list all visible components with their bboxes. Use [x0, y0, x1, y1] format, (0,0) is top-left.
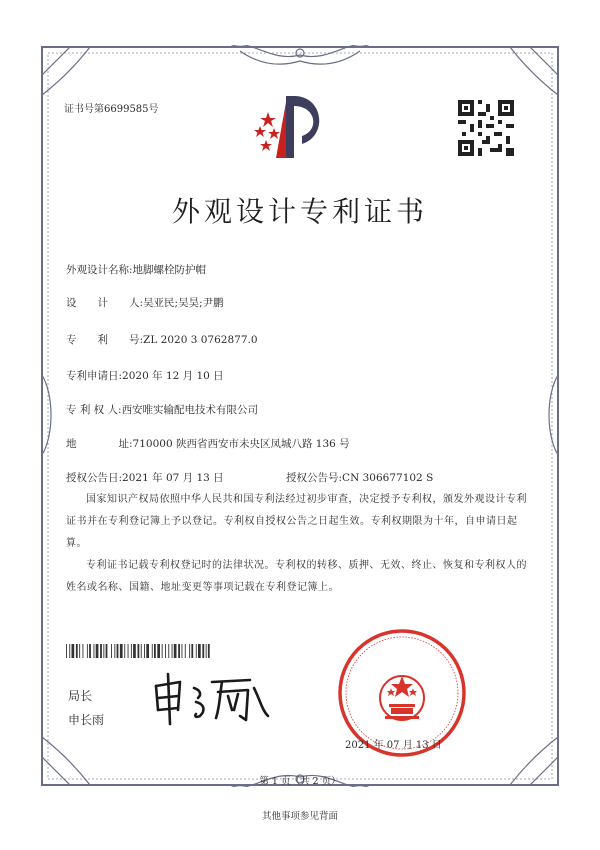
- design-name-label: 外观设计名称:: [66, 264, 133, 276]
- patentee-value: 西安唯实输配电技术有限公司: [121, 404, 259, 416]
- grant-date-label: 授权公告日:: [66, 472, 123, 484]
- certificate-title: 外观设计专利证书: [171, 195, 428, 228]
- design-name-value: 地脚螺栓防护帽: [132, 264, 207, 276]
- certificate-number: [64, 100, 159, 115]
- certificate-number-value: 6699585: [104, 104, 149, 115]
- field-patentee: [66, 402, 258, 417]
- filing-date-label: 专利申请日:: [66, 370, 123, 382]
- barcode-icon: [66, 644, 211, 658]
- body-paragraph-1: 国家知识产权局依照中华人民共和国专利法经过初步审查，决定授予专利权，颁发外观设计专利证书并在专利登记簿上予以登记。专利权自授权公告之日起生效。专利权期限为十年，自申请日起算。: [66, 494, 527, 549]
- director-name: 申长雨: [68, 713, 105, 727]
- field-design-name: [66, 262, 206, 277]
- cnipa-logo-icon: [246, 92, 326, 164]
- field-grant-date: [66, 470, 224, 485]
- patent-number-value: ZL 2020 3 0762877.0: [143, 334, 258, 346]
- grant-date-value: 2021 年 07 月 13 日: [122, 472, 224, 484]
- page-indicator: 第 1 页（共 2 页）: [259, 776, 341, 787]
- seal-date: 2021 年 07 月 13 日: [345, 740, 442, 751]
- designer-label: 设 计 人:: [66, 297, 144, 309]
- handwritten-signature-icon: [150, 670, 280, 728]
- grant-number-value: CN 306677102 S: [342, 472, 434, 484]
- certificate-number-label: 证书号第: [64, 104, 104, 115]
- grant-number-label: 授权公告号:: [286, 472, 343, 484]
- patentee-label: 专 利 权 人:: [66, 404, 122, 416]
- address-label: 地 址:: [66, 438, 133, 450]
- filing-date-value: 2020 年 12 月 10 日: [122, 370, 224, 382]
- footer-note: 其他事项参见背面: [261, 811, 338, 822]
- field-designer: [66, 295, 224, 310]
- address-value: 710000 陕西省西安市未央区凤城八路 136 号: [132, 438, 350, 450]
- designer-value: 吴亚民;吴昊;尹鹏: [143, 297, 224, 309]
- director-title: 局长: [68, 689, 93, 703]
- body-paragraph-2: 专利证书记载专利权登记时的法律状况。专利权的转移、质押、无效、终止、恢复和专利权人的姓名或名称、国籍、地址变更等事项记载在专利登记簿上。: [66, 560, 527, 593]
- field-patent-number: [66, 332, 258, 347]
- field-filing-date: [66, 368, 224, 383]
- patent-number-label: 专 利 号:: [66, 334, 144, 346]
- qr-code-icon: [458, 100, 514, 156]
- certificate-number-suffix: 号: [148, 104, 159, 115]
- field-grant-number: [286, 470, 433, 485]
- field-address: [66, 436, 350, 451]
